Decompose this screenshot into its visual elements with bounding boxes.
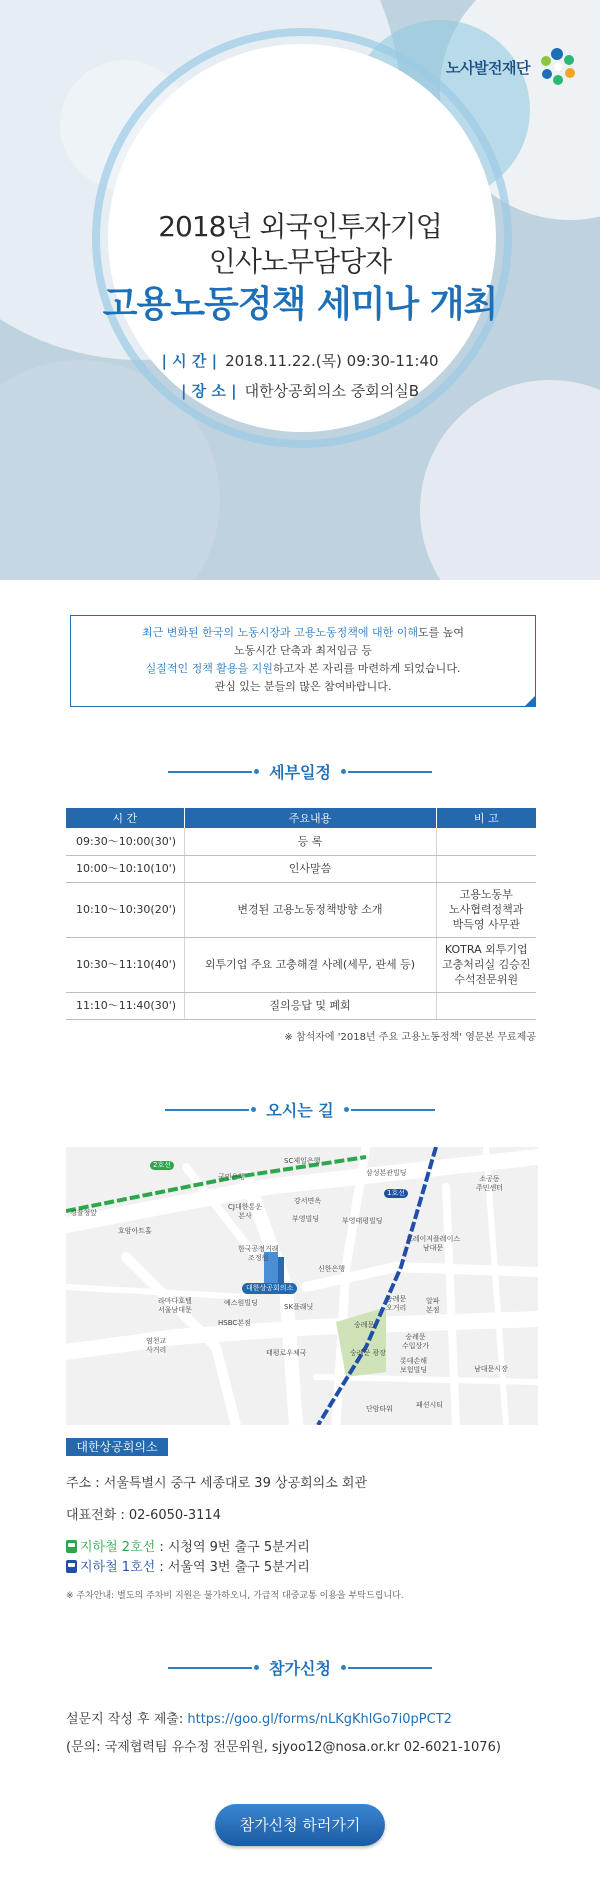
row-time: 10:10～10:30(20')	[66, 882, 184, 937]
subway-icon	[66, 1540, 77, 1553]
intro-highlight: 실질적인 정책 활용을 지원	[145, 662, 273, 675]
apply-heading-text: 참가신청	[269, 1659, 331, 1678]
time-label: | 시 간 |	[161, 352, 218, 370]
column-header: 비 고	[436, 808, 536, 828]
intro-highlight: 최근 변화된 한국의 노동시장과 고용노동정책에 대한 이해	[141, 626, 418, 639]
intro-text: 하고자 본 자리를 마련하게 되었습니다.	[272, 662, 461, 675]
map-label: 프레이저플레이스 남대문	[406, 1235, 461, 1252]
title-line-1: 2018년 외국인투자기업	[158, 210, 442, 243]
map-label: 롯데손해 보험빌딩	[400, 1357, 428, 1374]
directions-heading	[0, 1098, 600, 1121]
subway-desc: : 서울역 3번 출구 5분거리	[155, 1560, 310, 1575]
column-header: 주요내용	[184, 808, 436, 828]
table-row	[66, 992, 536, 1019]
map-label: 알파 본점	[426, 1297, 440, 1314]
row-content: 질의응답 및 폐회	[184, 992, 436, 1019]
place-label: | 장 소 |	[180, 382, 237, 400]
row-content: 인사말씀	[184, 855, 436, 882]
map-label: 패션시티	[416, 1401, 444, 1409]
table-row	[66, 828, 536, 855]
subway-line-name: 지하철 1호선	[80, 1560, 156, 1575]
map-label: 숭례문	[354, 1321, 375, 1329]
schedule-heading	[0, 760, 600, 783]
map-label: 한국공정거래 조정원	[238, 1245, 279, 1262]
map-label: 숭례문 수입상가	[402, 1333, 430, 1350]
map-label: 라마다호텔 서울남대문	[158, 1297, 192, 1314]
intro-box	[70, 615, 536, 707]
org-emblem-icon	[536, 46, 578, 88]
apply-contact: (문의: 국제협력팀 유수정 전문위원, sjyoo12@nosa.or.kr 02-6021-1076)	[66, 1740, 501, 1755]
survey-link[interactable]: https://goo.gl/forms/nLKgKhlGo7i0pPCT2	[187, 1712, 452, 1727]
title-line-2: 인사노무담당자	[208, 245, 392, 278]
row-note: KOTRA 외투기업 고충처리실 김승진 수석전문위원	[436, 937, 536, 992]
place-badge: 대한상공회의소	[66, 1438, 168, 1456]
map-label: 소공동 주민센터	[476, 1175, 504, 1192]
row-time: 11:10～11:40(30')	[66, 992, 184, 1019]
map-label: 강서면옥	[294, 1197, 322, 1205]
parking-notice: ※ 주차안내: 별도의 주차비 지원은 불가하오니, 가급적 대중교통 이용을 부탁드립니다.	[66, 1591, 404, 1601]
subway-desc: : 시청역 9번 출구 5분거리	[155, 1540, 310, 1555]
map-label: SK플래닛	[284, 1303, 314, 1311]
map-label: 태평로우체국	[266, 1349, 307, 1357]
row-content: 외투기업 주요 고충해결 사례(세무, 관세 등)	[184, 937, 436, 992]
row-note	[436, 828, 536, 855]
map-label: 경찰청앞	[70, 1209, 98, 1217]
map-label: 삼성본관빌딩	[366, 1169, 407, 1177]
column-header: 시 간	[66, 808, 184, 828]
event-time	[0, 350, 600, 371]
map-label-line2: 2호선	[150, 1161, 174, 1170]
map-label: 단암타워	[366, 1405, 394, 1413]
map-label: 남대문시장	[474, 1365, 508, 1373]
time-value: 2018.11.22.(목) 09:30-11:40	[225, 352, 439, 370]
corner-decoration	[524, 695, 536, 707]
map-label: 숭례문 광장	[350, 1349, 387, 1357]
row-note	[436, 855, 536, 882]
map-label-line1: 1호선	[384, 1189, 408, 1198]
row-note	[436, 992, 536, 1019]
map-label: SC제일은행	[284, 1157, 321, 1165]
subway-line-name: 지하철 2호선	[80, 1540, 156, 1555]
map-label: 예스원빌딩	[224, 1299, 258, 1307]
map-roads	[66, 1147, 538, 1425]
address: 주소 : 서울특별시 중구 세종대로 39 상공회의소 회관	[66, 1476, 368, 1491]
place-value: 대한상공회의소 중회의실B	[244, 382, 420, 400]
phone: 대표전화 : 02-6050-3114	[66, 1508, 221, 1523]
title-main: 고용노동정책 세미나 개최	[102, 284, 498, 325]
row-note: 고용노동부 노사협력정책과 박득영 사무관	[436, 882, 536, 937]
directions-heading-text: 오시는 길	[266, 1101, 334, 1120]
table-row	[66, 937, 536, 992]
apply-submit-line	[66, 1708, 452, 1727]
map-label: 부영태평빌딩	[342, 1217, 383, 1225]
subway-icon	[66, 1560, 77, 1573]
map-label: 신한은행	[318, 1265, 346, 1273]
apply-submit-label: 설문지 작성 후 제출:	[66, 1712, 188, 1727]
table-row	[66, 855, 536, 882]
map-label: HSBC본점	[218, 1319, 251, 1327]
org-logo-text: 노사발전재단	[446, 58, 530, 77]
row-time: 10:00～10:10(10')	[66, 855, 184, 882]
map-label: 염천교 사거리	[146, 1337, 167, 1354]
subway-line1-info	[66, 1556, 310, 1575]
map-label: 호암아트홀	[118, 1227, 152, 1235]
schedule-heading-text: 세부일정	[269, 763, 331, 782]
row-time: 09:30～10:00(30')	[66, 828, 184, 855]
event-place	[0, 380, 600, 401]
table-row	[66, 882, 536, 937]
map-label: CJ대한통운 본사	[228, 1203, 263, 1220]
org-logo	[446, 46, 578, 88]
map-label: 국민은행	[218, 1173, 246, 1181]
intro-text: 관심 있는 분들의 많은 참여바랍니다.	[214, 680, 392, 693]
apply-button[interactable]: 참가신청 하러가기	[215, 1804, 385, 1846]
subway-line2-info	[66, 1536, 310, 1555]
location-map	[66, 1147, 538, 1425]
map-label: 숭례문 오거리	[386, 1295, 407, 1312]
header-banner	[0, 0, 600, 580]
schedule-table	[66, 808, 536, 1020]
intro-text: 도를 높여	[418, 626, 465, 639]
intro-text: 노동시간 단축과 최저임금 등	[233, 644, 372, 657]
row-content: 변경된 고용노동정책방향 소개	[184, 882, 436, 937]
row-time: 10:30～11:10(40')	[66, 937, 184, 992]
map-label: 부영빌딩	[292, 1215, 320, 1223]
schedule-footnote: ※ 참석자에 '2018년 주요 고용노동정책' 영문본 무료제공	[284, 1032, 536, 1043]
map-label-kcci: 대한상공회의소	[242, 1283, 297, 1294]
row-content: 등 록	[184, 828, 436, 855]
apply-heading	[0, 1656, 600, 1679]
bg-circle	[420, 380, 600, 580]
